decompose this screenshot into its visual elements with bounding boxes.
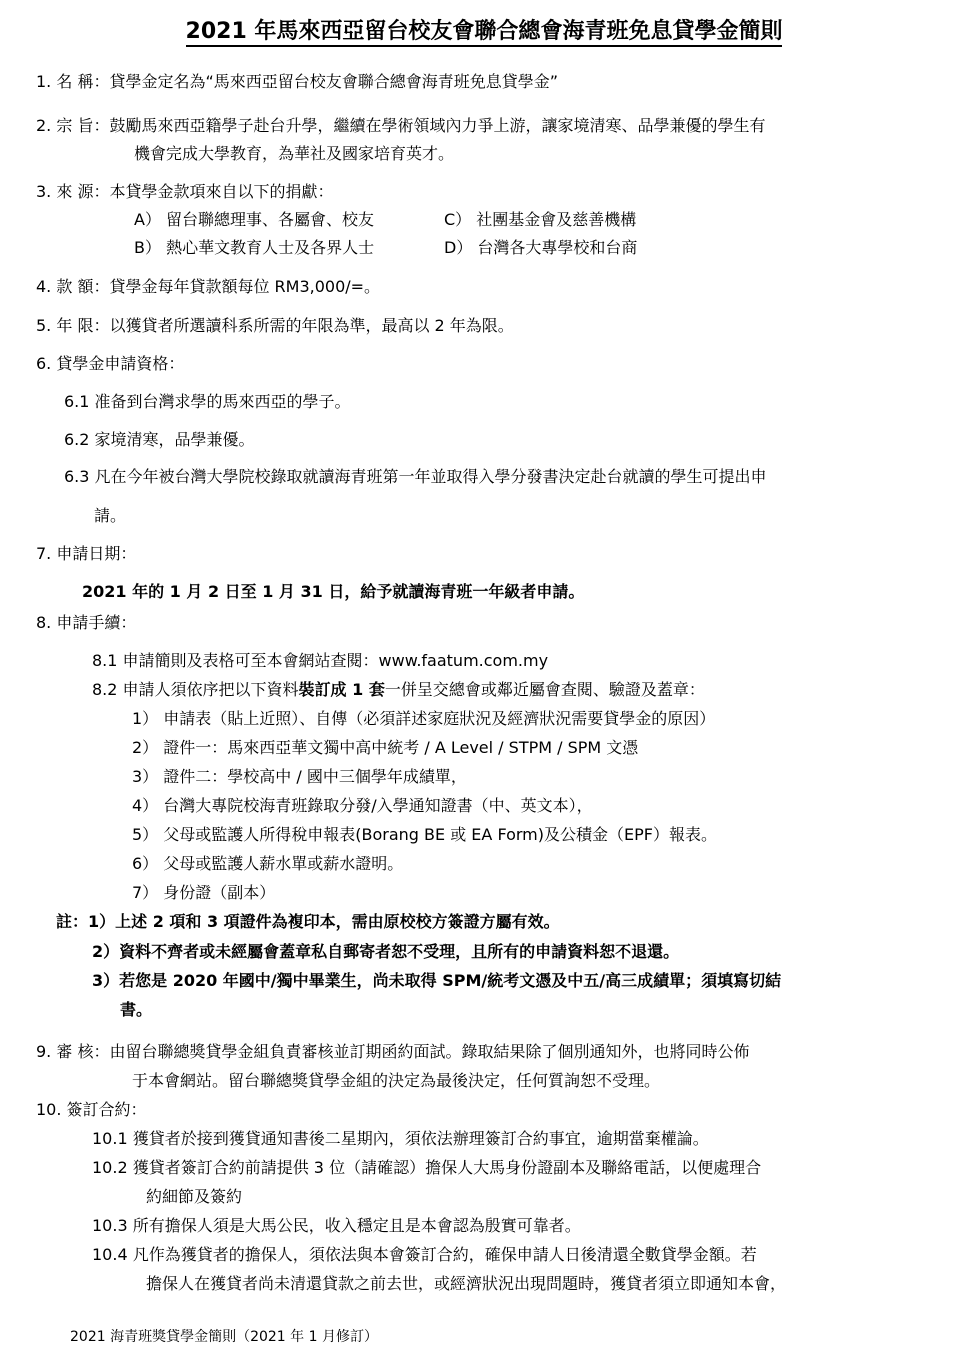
section-6-eligibility: 6. 貸學金申請資格： — [36, 354, 185, 373]
section-1-name: 1. 名 稱：貸學金定名為“馬來西亞留台校友會聯合總會海青班免息貸學金” — [36, 72, 559, 91]
contract-10-2-cont: 約細節及簽約 — [146, 1187, 243, 1206]
section-4-amount: 4. 款 額：貸學金每年貸款額每位 RM3,000/=。 — [36, 277, 381, 296]
eligibility-6-2: 6.2 家境清寒，品學兼優。 — [64, 430, 255, 449]
eligibility-6-1: 6.1 准备到台灣求學的馬來西亞的學子。 — [64, 392, 351, 411]
document-item-5: 5） 父母或監護人所得稅申報表(Borang BE 或 EA Form)及公積金（EPF）報表。 — [132, 825, 717, 844]
note-3: 3）若您是 2020 年國中/獨中畢業生，尚未取得 SPM/統考文憑及中五/高三成績單；須填寫切結 — [92, 971, 782, 990]
contract-10-2: 10.2 獲貸者簽訂合約前請提供 3 位（請確認）擔保人大馬身份證副本及聯絡電話，以便處理合 — [92, 1158, 762, 1177]
document-item-4: 4） 台灣大專院校海青班錄取分發/入學通知證書（中、英文本）， — [132, 796, 593, 815]
section-5-duration: 5. 年 限：以獲貸者所選讀科系所需的年限為準，最高以 2 年為限。 — [36, 316, 514, 335]
section-9-review-cont: 于本會網站。留台聯總獎貸學金組的決定為最後決定，任何質詢恕不受理。 — [132, 1071, 661, 1090]
document-item-6: 6） 父母或監護人薪水單或薪水證明。 — [132, 854, 404, 873]
contract-10-4: 10.4 凡作為獲貸者的擔保人，須依法與本會簽訂合約，確保申請人日後清還全數貸學金額。若 — [92, 1245, 757, 1264]
document-item-3: 3） 證件二：學校高中 / 國中三個學年成績單， — [132, 767, 467, 786]
source-item-a: A） 留台聯總理事、各屬會、校友 — [134, 210, 375, 229]
section-3-source: 3. 來 源：本貸學金款項來自以下的捐獻： — [36, 182, 334, 201]
contract-10-4-cont: 擔保人在獲貸者尚未清還貸款之前去世，或經濟狀況出現問題時，獲貸者須立即通知本會， — [146, 1274, 787, 1293]
note-1: 註：1）上述 2 項和 3 項證件為複印本，需由原校校方簽證方屬有效。 — [56, 912, 560, 931]
contract-10-3: 10.3 所有擔保人須是大馬公民，收入穩定且是本會認為殷實可靠者。 — [92, 1216, 581, 1235]
procedure-8-1: 8.1 申請簡則及表格可至本會網站查閱：www.faatum.com.my — [92, 651, 549, 670]
procedure-8-2: 8.2 申請人須依序把以下資料裝訂成 1 套一併呈交總會或鄰近屬會查閱、驗證及蓋章： — [92, 680, 705, 699]
document-item-7: 7） 身份證（副本） — [132, 883, 276, 902]
application-date-text: 2021 年的 1 月 2 日至 1 月 31 日，給予就讀海青班一年級者申請。 — [82, 582, 585, 601]
section-10-contract: 10. 簽訂合約： — [36, 1100, 147, 1119]
section-2-purpose-cont: 機會完成大學教育，為華社及國家培育英才。 — [134, 144, 455, 163]
source-item-c: C） 社團基金會及慈善機構 — [444, 210, 637, 229]
eligibility-6-3-cont: 請。 — [94, 506, 127, 525]
contract-10-1: 10.1 獲貸者於接到獲貸通知書後二星期內，須依法辦理簽訂合約事宜，逾期當棄權論。 — [92, 1129, 709, 1148]
note-2: 2）資料不齊者或未經屬會蓋章私自郵寄者恕不受理，且所有的申請資料恕不退還。 — [92, 942, 680, 961]
source-item-b: B） 熱心華文教育人士及各界人士 — [134, 238, 375, 257]
section-9-review: 9. 審 核：由留台聯總獎貸學金組負責審核並訂期函約面試。錄取結果除了個別通知外，也將同時公佈 — [36, 1042, 750, 1061]
section-2-purpose: 2. 宗 旨：鼓勵馬來西亞籍學子赴台升學，繼續在學術領域內力爭上游，讓家境清寒、品學兼優的學生有 — [36, 116, 766, 135]
document-item-2: 2） 證件一：馬來西亞華文獨中高中統考 / A Level / STPM / SPM 文憑 — [132, 738, 639, 757]
source-item-d: D） 台灣各大專學校和台商 — [444, 238, 638, 257]
procedure-8-2-bold: 裝訂成 1 套 — [298, 680, 385, 699]
eligibility-6-3: 6.3 凡在今年被台灣大學院校錄取就讀海青班第一年並取得入學分發書決定赴台就讀的學生可提出申 — [64, 467, 767, 486]
note-3-cont: 書。 — [120, 1000, 153, 1019]
document-title: 2021 年馬來西亞留台校友會聯合總會海青班免息貸學金簡則 — [0, 14, 968, 45]
document-item-1: 1） 申請表（貼上近照）、自傳（必須詳述家庭狀況及經濟狀況需要貸學金的原因） — [132, 709, 716, 728]
page-footer: 2021 海青班獎貸學金簡則（2021 年 1 月修訂） — [70, 1329, 378, 1345]
section-7-date: 7. 申請日期： — [36, 544, 137, 563]
section-8-procedure: 8. 申請手續： — [36, 613, 137, 632]
